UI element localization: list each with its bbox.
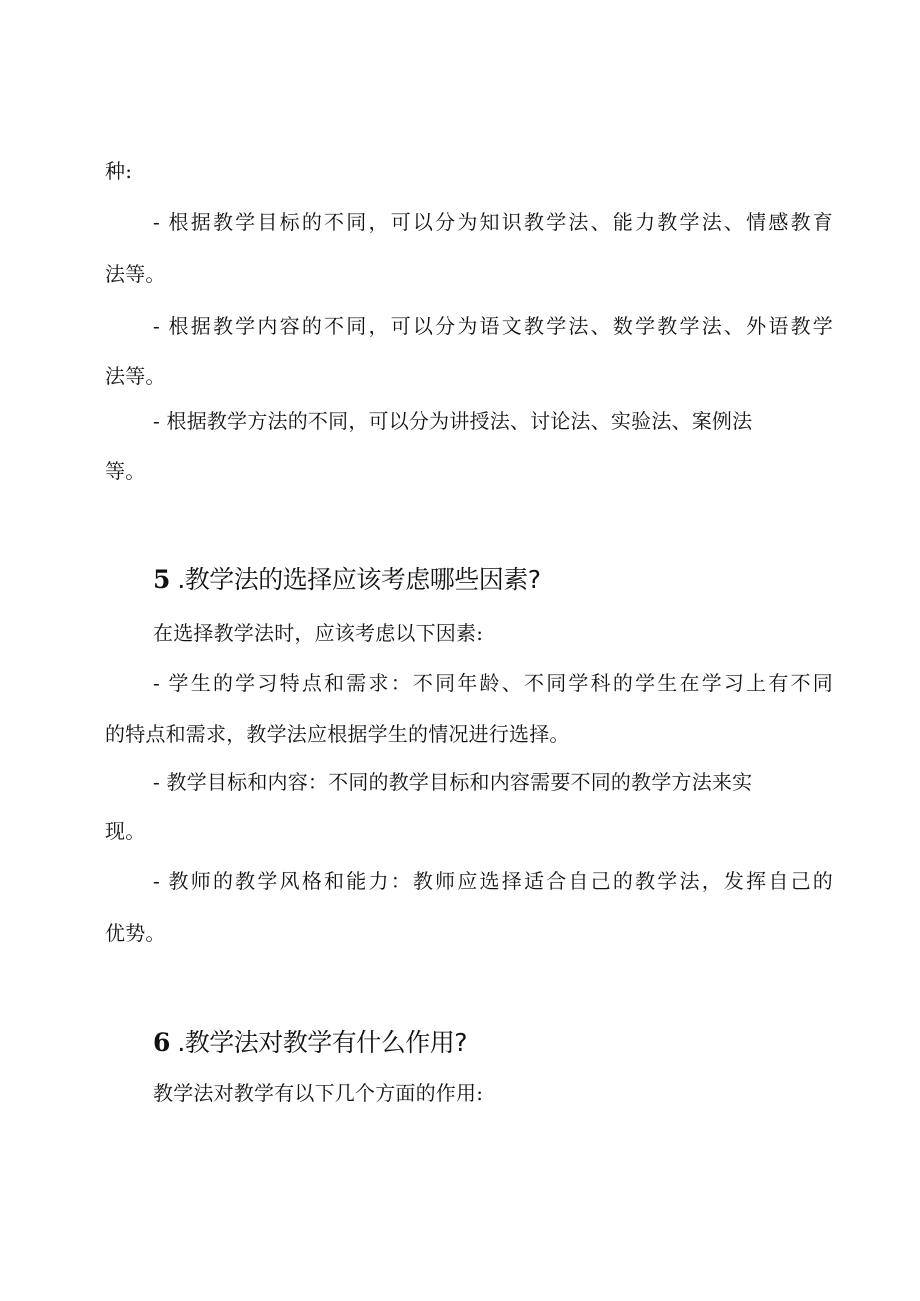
list-item-content-line1: - 根据教学内容的不同，可以分为语文教学法、数学教学法、外语教学	[153, 314, 833, 338]
section-5-title: .教学法的选择应该考虑哪些因素?	[169, 565, 541, 594]
list-item-goal-line2: 法等。	[105, 262, 166, 286]
list-item-teacher-line2: 优势。	[105, 921, 166, 945]
section-5-intro: 在选择教学法时，应该考虑以下因素:	[153, 621, 484, 645]
list-item-goals-line2: 现。	[105, 819, 146, 843]
list-item-student-line1: - 学生的学习特点和需求：不同年龄、不同学科的学生在学习上有不同	[153, 671, 833, 695]
section-6-heading	[153, 1027, 467, 1059]
paragraph-line: 种:	[105, 159, 133, 183]
list-item-goal-line1: - 根据教学目标的不同，可以分为知识教学法、能力教学法、情感教育	[153, 210, 833, 234]
section-5-heading	[153, 564, 541, 596]
section-6-title: .教学法对教学有什么作用?	[169, 1028, 468, 1057]
list-item-teacher-line1: - 教师的教学风格和能力：教师应选择适合自己的教学法，发挥自己的	[153, 869, 833, 893]
list-item-method-line2: 等。	[105, 459, 146, 483]
list-item-content-line2: 法等。	[105, 364, 166, 388]
list-item-method-line1: - 根据教学方法的不同，可以分为讲授法、讨论法、实验法、案例法	[153, 409, 753, 433]
section-5-number: 5	[153, 565, 170, 594]
section-6-intro: 教学法对教学有以下几个方面的作用:	[153, 1081, 484, 1105]
list-item-student-line2: 的特点和需求，教学法应根据学生的情况进行选择。	[105, 722, 570, 746]
section-6-number: 6	[153, 1028, 170, 1057]
list-item-goals-line1: - 教学目标和内容：不同的教学目标和内容需要不同的教学方法来实	[153, 770, 753, 794]
